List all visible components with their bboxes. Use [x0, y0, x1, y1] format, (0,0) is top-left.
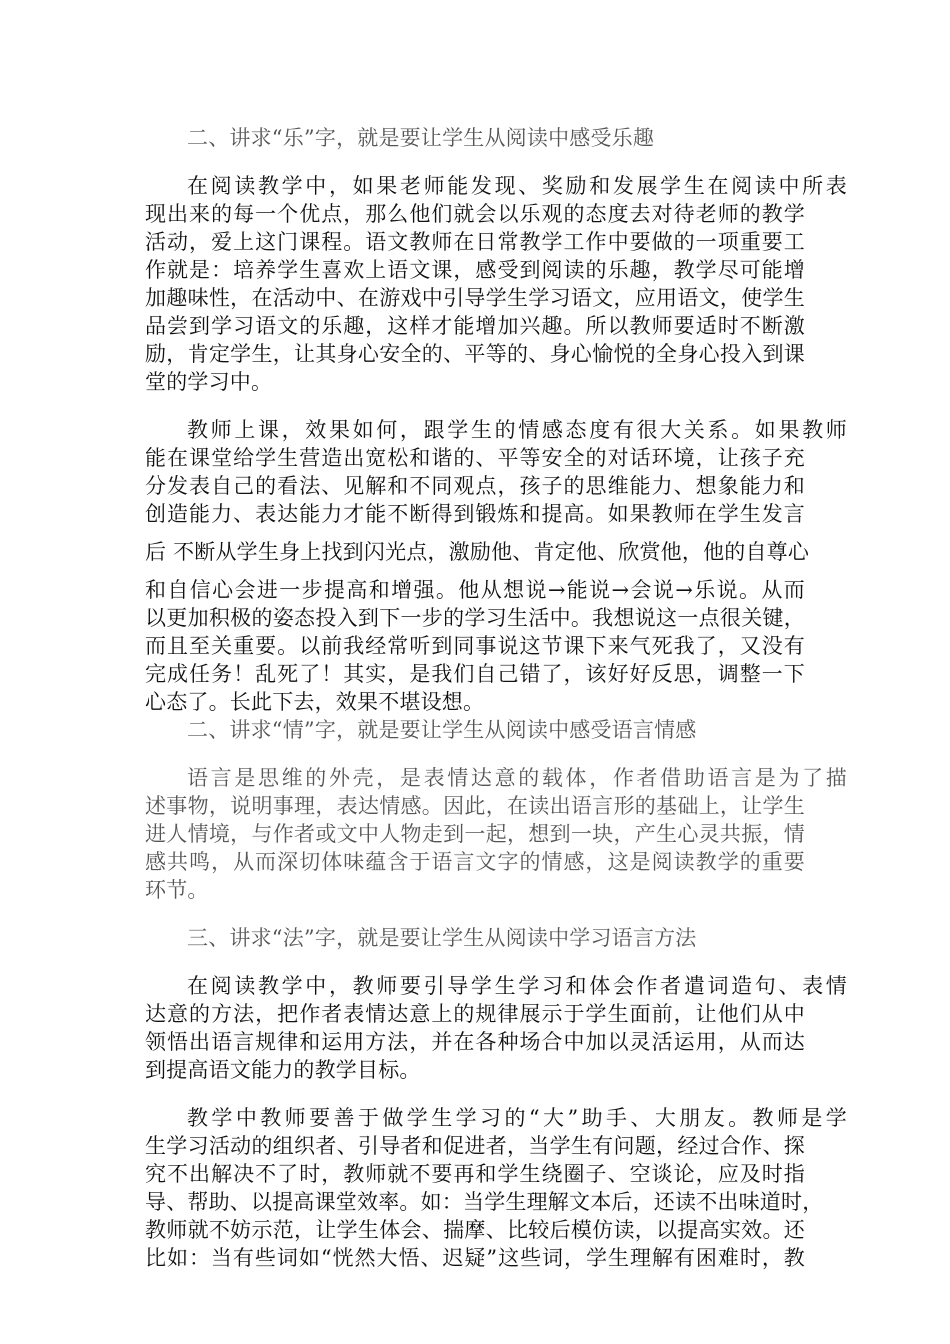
section-heading-le: 二、讲求“乐”字，就是要让学生从阅读中感受乐趣 — [187, 126, 655, 150]
paragraph-line: 达意的方法，把作者表情达意上的规律展示于学生面前，让他们从中 — [145, 1002, 805, 1026]
paragraph-line: 励，肯定学生，让其身心安全的、平等的、身心愉悦的全身心投入到课 — [145, 342, 805, 366]
document-page — [145, 0, 847, 1344]
paragraph-line: 生学习活动的组织者、引导者和促进者，当学生有问题，经过合作、探 — [145, 1134, 805, 1158]
paragraph-line: 教师就不妨示范，让学生体会、揣摩、比较后模仿读，以提高实效。还 — [145, 1218, 805, 1242]
section-heading-fa: 三、讲求“法”字，就是要让学生从阅读中学习语言方法 — [187, 926, 697, 950]
paragraph-line: 而且至关重要。以前我经常听到同事说这节课下来气死我了，又没有 — [145, 634, 805, 658]
paragraph-line: 加趣味性，在活动中、在游戏中引导学生学习语文，应用语文，使学生 — [145, 286, 805, 310]
paragraph-line: 导、帮助、以提高课堂效率。如：当学生理解文本后，还读不出味道时， — [145, 1190, 824, 1214]
section-heading-qing: 二、讲求“情”字，就是要让学生从阅读中感受语言情感 — [187, 718, 697, 742]
paragraph-line: 究不出解决不了时，教师就不要再和学生绕圈子、空谈论，应及时指 — [145, 1162, 805, 1186]
paragraph-line: 到提高语文能力的教学目标。 — [145, 1058, 421, 1082]
paragraph-line: 后 不断从学生身上找到闪光点，激励他、肯定他、欣赏他，他的自尊心 — [145, 540, 810, 564]
paragraph-line: 创造能力、表达能力才能不断得到锻炼和提高。如果教师在学生发言 — [145, 502, 805, 526]
paragraph-line: 品尝到学习语文的乐趣，这样才能增加兴趣。所以教师要适时不断激 — [145, 314, 805, 338]
paragraph-line: 感共鸣，从而深切体味蕴含于语言文字的情感，这是阅读教学的重要 — [145, 850, 805, 874]
paragraph-line: 以更加积极的姿态投入到下一步的学习生活中。我想说这一点很关键， — [145, 606, 805, 630]
paragraph-line: 语言是思维的外壳，是表情达意的载体，作者借助语言是为了描 — [187, 766, 847, 790]
paragraph-line: 在阅读教学中，如果老师能发现、奖励和发展学生在阅读中所表 — [187, 174, 847, 198]
paragraph-line: 进人情境，与作者或文中人物走到一起，想到一块，产生心灵共振，情 — [145, 822, 805, 846]
paragraph-line: 教学中教师要善于做学生学习的“大”助手、大朋友。教师是学 — [187, 1106, 847, 1130]
paragraph-line: 分发表自己的看法、见解和不同观点，孩子的思维能力、想象能力和 — [145, 474, 805, 498]
paragraph-line: 领悟出语言规律和运用方法，并在各种场合中加以灵活运用，从而达 — [145, 1030, 805, 1054]
paragraph-line: 作就是：培养学生喜欢上语文课，感受到阅读的乐趣，教学尽可能增 — [145, 258, 805, 282]
paragraph-line: 述事物，说明事理，表达情感。因此，在读出语言形的基础上，让学生 — [145, 794, 805, 818]
paragraph-line: 心态了。长此下去，效果不堪设想。 — [145, 690, 485, 714]
paragraph-line: 环节。 — [145, 878, 209, 902]
paragraph-line: 堂的学习中。 — [145, 370, 273, 394]
paragraph-line: 完成任务！乱死了！其实，是我们自己错了，该好好反思，调整一下 — [145, 662, 805, 686]
paragraph-line: 活动，爱上这门课程。语文教师在日常教学工作中要做的一项重要工 — [145, 230, 805, 254]
paragraph-line: 教师上课，效果如何，跟学生的情感态度有很大关系。如果教师 — [187, 418, 847, 442]
paragraph-line: 能在课堂给学生营造出宽松和谐的、平等安全的对话环境，让孩子充 — [145, 446, 805, 470]
paragraph-line: 和自信心会进一步提高和增强。他从想说→能说→会说→乐说。从而 — [145, 578, 805, 602]
paragraph-line: 现出来的每一个优点，那么他们就会以乐观的态度去对待老师的教学 — [145, 202, 805, 226]
paragraph-line: 在阅读教学中，教师要引导学生学习和体会作者遣词造句、表情 — [187, 974, 847, 998]
paragraph-line: 比如：当有些词如“恍然大悟、迟疑”这些词，学生理解有困难时，教 — [145, 1246, 805, 1270]
